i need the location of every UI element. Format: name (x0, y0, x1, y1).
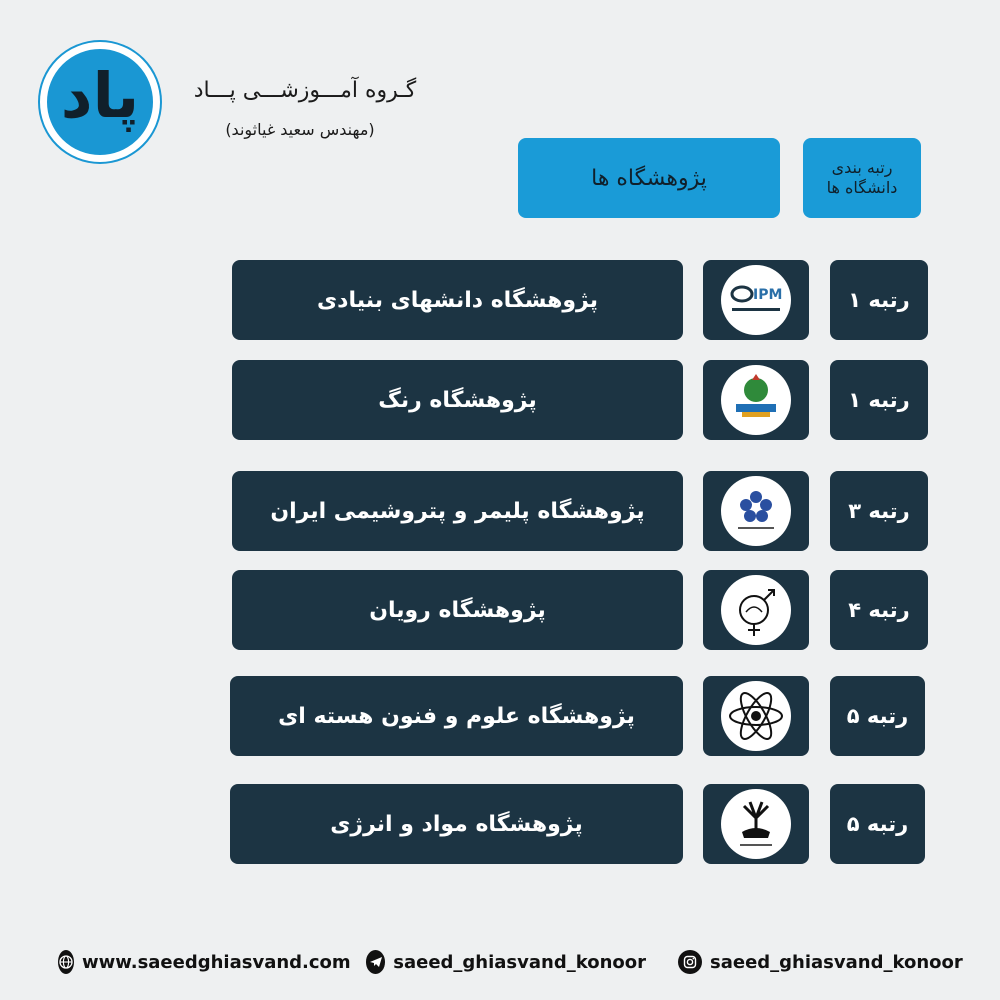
header-ranking-line2: دانشگاه ها (826, 178, 898, 197)
rank-box (830, 784, 925, 864)
institute-logo-box (703, 360, 809, 440)
institute-name-box (232, 260, 683, 340)
brand-title: گـروه آمـــوزشـــی پـــاد (193, 78, 417, 103)
telegram-icon (366, 950, 385, 974)
institute-name: پژوهشگاه رویان (369, 597, 546, 623)
institute-name: پژوهشگاه رنگ (378, 387, 537, 413)
institute-logo-box (703, 471, 809, 551)
brand-logo-text: پاد (60, 59, 140, 132)
footer-instagram[interactable] (678, 946, 968, 978)
rank-label: رتبه ۱ (848, 288, 910, 312)
header-title-box (518, 138, 780, 218)
rank-box (830, 360, 928, 440)
header-ranking-box (803, 138, 921, 218)
globe-icon (58, 950, 74, 974)
brand-subtitle: (مهندس سعید غیاثوند) (225, 120, 375, 139)
rank-label: رتبه ۵ (846, 704, 909, 728)
svg-text:IPM: IPM (753, 287, 783, 303)
polymer-institute-logo-icon (720, 475, 792, 547)
institute-name: پژوهشگاه دانشهای بنیادی (317, 287, 598, 313)
institute-name: پژوهشگاه مواد و انرژی (330, 811, 583, 837)
header-title: پژوهشگاه ها (591, 165, 707, 191)
rank-label: رتبه ۱ (848, 388, 910, 412)
rank-box (830, 471, 928, 551)
instagram-icon (678, 950, 702, 974)
institute-logo-box (703, 570, 809, 650)
institute-name: پژوهشگاه علوم و فنون هسته ای (278, 703, 635, 729)
footer-telegram[interactable] (366, 946, 646, 978)
royan-institute-logo-icon (720, 574, 792, 646)
institute-name-box (232, 471, 683, 551)
institute-logo-box (703, 784, 809, 864)
color-institute-logo-icon (720, 364, 792, 436)
institute-name-box (230, 784, 683, 864)
institute-name-box (232, 570, 683, 650)
rank-box (830, 260, 928, 340)
nuclear-institute-logo-icon (720, 680, 792, 752)
footer-telegram-text: saeed_ghiasvand_konoor (393, 951, 646, 973)
rank-box (830, 570, 928, 650)
materials-energy-logo-icon (720, 788, 792, 860)
footer-website-text: www.saeedghiasvand.com (82, 951, 351, 973)
rank-label: رتبه ۵ (846, 812, 909, 836)
footer-website[interactable] (58, 946, 351, 978)
rank-box (830, 676, 925, 756)
institute-logo-box (703, 260, 809, 340)
rank-label: رتبه ۴ (848, 598, 910, 622)
institute-name: پژوهشگاه پلیمر و پتروشیمی ایران (270, 498, 645, 524)
institute-logo-box (703, 676, 809, 756)
footer-instagram-text: saeed_ghiasvand_konoor (710, 951, 963, 973)
rank-label: رتبه ۳ (848, 499, 910, 523)
ipm-logo-icon (720, 264, 792, 336)
header-ranking-line1: رتبه بندی (831, 158, 893, 177)
institute-name-box (232, 360, 683, 440)
institute-name-box (230, 676, 683, 756)
